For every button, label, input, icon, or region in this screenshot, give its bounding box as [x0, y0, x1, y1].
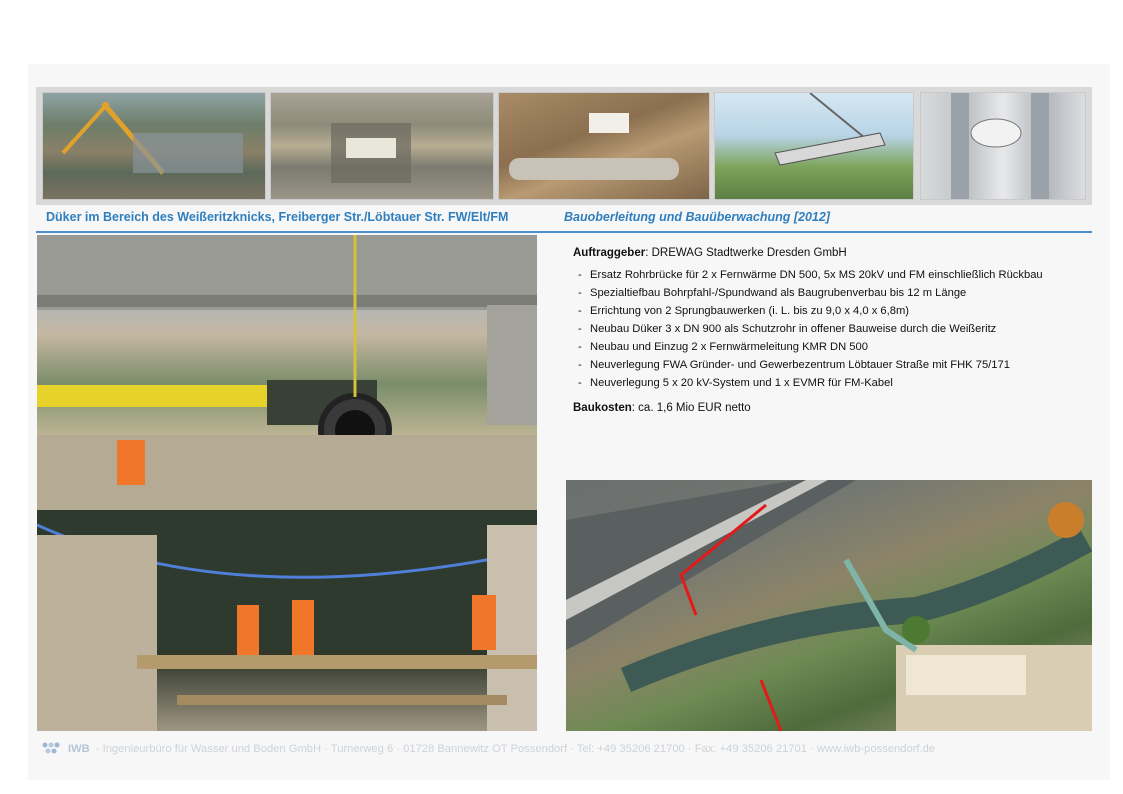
strip-photo-pipe-pit: [498, 92, 710, 200]
footer-address: - Ingenieurbüro für Wasser und Boden GmbH · Turnerweg 6 · 01728 Bannewitz OT Possendorf · Tel: +49 35206 21700 · Fax: +49 35206 21701 · www.iwb-possendorf.de: [95, 743, 936, 755]
client-label: Auftraggeber: [573, 247, 646, 259]
costs-value: : ca. 1,6 Mio EUR netto: [631, 402, 751, 414]
aerial-photo-site: [566, 480, 1092, 731]
scope-list: [578, 266, 1043, 392]
route-line-lower: [761, 680, 781, 731]
scope-item: - Neubau und Einzug 2 x Fernwärmeleitung KMR DN 500: [578, 341, 868, 353]
footer-brand: IWB: [68, 743, 90, 755]
excavator-illustration: [43, 93, 265, 199]
strip-photo-bridge-lift: [714, 92, 914, 200]
construction-scene-illustration: [37, 235, 537, 731]
footer: [40, 741, 1100, 757]
header-divider: [36, 231, 1092, 233]
project-title: Düker im Bereich des Weißeritzknicks, Freiberger Str./Löbtauer Str. FW/Elt/FM: [46, 210, 509, 224]
pipe-shaft-illustration: [921, 93, 1085, 199]
client-line: [573, 247, 847, 259]
pipe-pit-illustration: [499, 93, 709, 199]
water-drops-logo-icon: [40, 741, 62, 757]
scope-item: - Spezialtiefbau Bohrpfahl-/Spundwand als Baugrubenverbau bis 12 m Länge: [578, 287, 967, 299]
scope-item: - Errichtung von 2 Sprungbauwerken (i. L. bis zu 9,0 x 4,0 x 6,8m): [578, 305, 910, 317]
client-value: : DREWAG Stadtwerke Dresden GmbH: [645, 247, 847, 259]
scope-item: - Neubau Düker 3 x DN 900 als Schutzrohr in offener Bauweise durch die Weißeritz: [578, 323, 997, 335]
scope-item: - Neuverlegung FWA Gründer- und Gewerbezentrum Löbtauer Straße mit FHK 75/171: [578, 359, 1010, 371]
costs-label: Baukosten: [573, 402, 632, 414]
service-title: Bauoberleitung und Bauüberwachung [2012]: [564, 210, 830, 224]
aerial-site-illustration: [566, 480, 1092, 731]
trench-illustration: [271, 93, 493, 199]
scope-item: - Neuverlegung 5 x 20 kV-System und 1 x EVMR für FM-Kabel: [578, 377, 893, 389]
main-photo-duker-installation: [37, 235, 537, 731]
strip-photo-trench: [270, 92, 494, 200]
strip-photo-pipe-shaft: [920, 92, 1086, 200]
strip-photo-excavator: [42, 92, 266, 200]
scope-item: - Ersatz Rohrbrücke für 2 x Fernwärme DN 500, 5x MS 20kV und FM einschließlich Rückbau: [578, 269, 1043, 281]
bridge-lift-illustration: [715, 93, 913, 199]
costs-line: [573, 402, 751, 414]
